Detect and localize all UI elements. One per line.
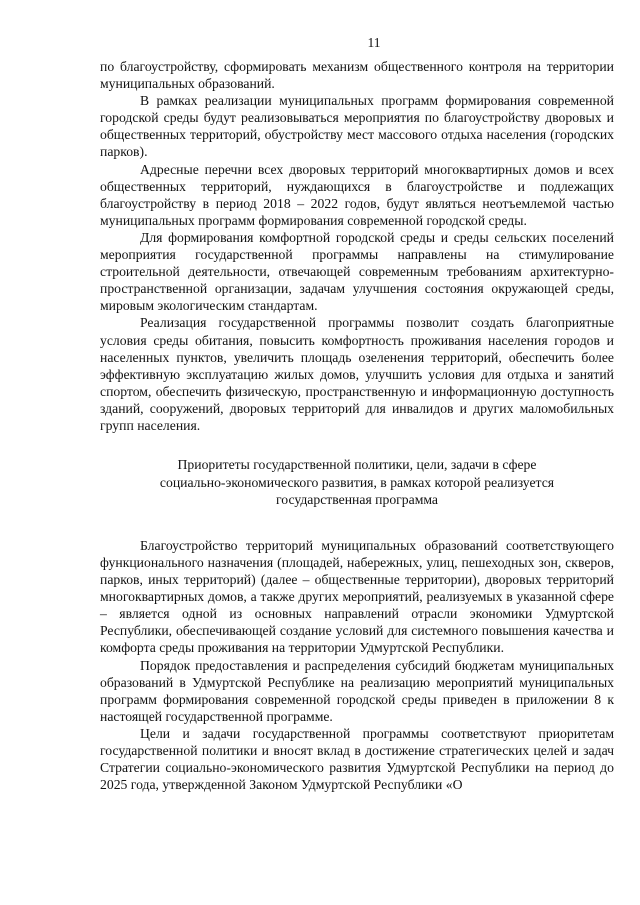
section-heading-line: Приоритеты государственной политики, цели, задачи в сфере [177,457,537,473]
paragraph-municipal-programs: В рамках реализации муниципальных программ формирования современной городской среды будут реализовываться мероприятия по благоустройству дворовых и общественных территорий, обустройству мест массового отдыха населения (городских парков). [100,93,614,160]
paragraph-improvement-territories: Благоустройство территорий муниципальных образований соответствующего функционального назначения (площадей, набережных, улиц, пешеходных зон, скверов, парков, иных территорий) (далее – общественные территории), дворовых территорий многоквартирных домов, а также других мероприятий, реализуемых в указанной сфере – является одной из основных направлений отрасли экономики Удмуртской Республики, обеспечивающей создание условий для системного повышения качества и комфорта среды проживания на территории Удмуртской Республики. [100,537,614,656]
paragraph-goals-strategy: Цели и задачи государственной программы соответствуют приоритетам государственной политики и вносят вклад в достижение стратегических целей и задач Стратегии социально-экономического развития Удмуртской Республики на период до 2025 года, утвержденной Законом Удмуртской Республики «О [100,725,614,793]
paragraph-comfortable-environment: Для формирования комфортной городской среды и среды сельских поселений мероприятия государственной программы направлены на стимулирование строительной деятельности, отвечающей современным требованиям архитектурно-пространственной организации, задачам улучшения состояния окружающей среды, мировым экологическим стандартам. [100,229,614,314]
paragraph-program-implementation: Реализация государственной программы позволит создать благоприятные условия среды обитания, повысить комфортность проживания населения городов и населенных пунктов, увеличить площадь озеленения территорий, обеспечить более эффективную эксплуатацию жилых домов, улучшить условия для отдыха и занятий спортом, обеспечить физическую, пространственную и информационную доступность зданий, сооружений, дворовых территорий для инвалидов и других маломобильных групп населения. [100,315,614,433]
page-number: 11 [367,35,381,50]
document-page [100,34,614,894]
paragraph-subsidies-procedure: Порядок предоставления и распределения субсидий бюджетам муниципальных образований в Удмуртской Республике на реализацию мероприятий муниципальных программ формирования современной городской среды приведен в приложении 8 к настоящей государственной программе. [100,657,614,724]
section-heading-line: государственная программа [275,492,439,508]
paragraph-address-lists: Адресные перечни всех дворовых территорий многоквартирных домов и всех общественных территорий, нуждающихся в благоустройстве и подлежащих благоустройству в период 2018 – 2022 годов, будут являться неотъемлемой частью муниципальных программ формирования современной городской среды. [100,161,614,228]
paragraph-continuation: по благоустройству, сформировать механизм общественного контроля на территории муниципальных образований. [100,59,614,92]
section-heading-line: социально-экономического развития, в рамках которой реализуется [159,474,555,490]
section-heading [100,456,614,509]
